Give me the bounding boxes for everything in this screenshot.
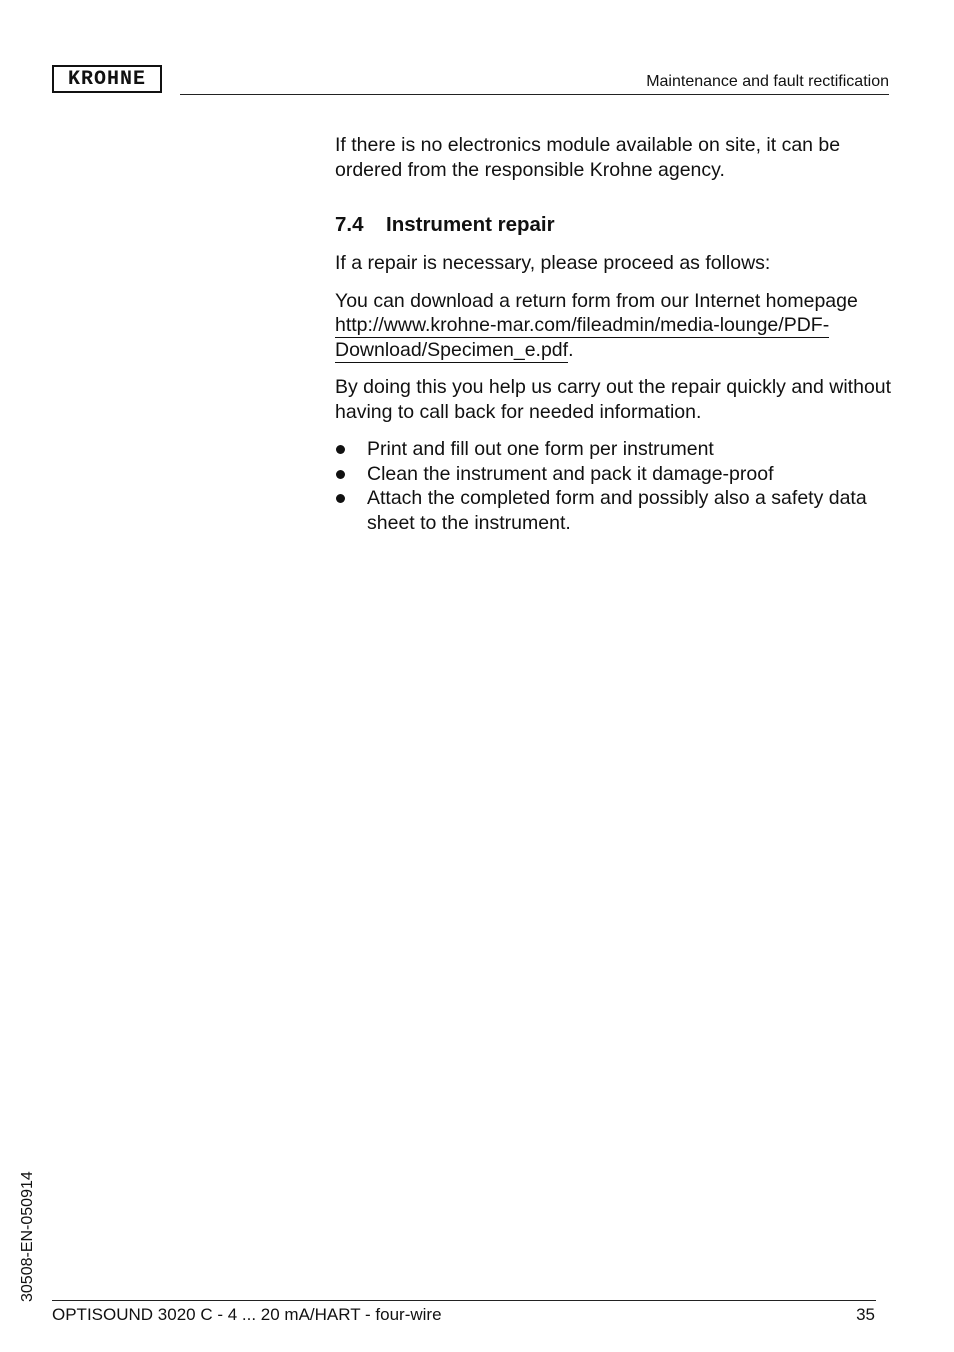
return-form-text: You can download a return form from our Internet homepage — [335, 289, 858, 312]
footer-divider — [52, 1300, 876, 1301]
page-number: 35 — [856, 1305, 875, 1324]
header-section-title: Maintenance and fault rectification — [646, 73, 889, 90]
list-item — [335, 437, 895, 462]
paragraph-repair-intro: If a repair is necessary, please proceed as follows: — [335, 252, 771, 274]
return-form-period: . — [568, 338, 574, 361]
header-divider — [180, 94, 889, 95]
bullet-icon — [336, 470, 345, 479]
main-content — [335, 133, 895, 535]
intro-paragraph: If there is no electronics module available on site, it can be ordered from the responsible Krohne agency. — [335, 134, 841, 181]
section-title: Instrument repair — [386, 213, 555, 236]
paragraph-return-form — [335, 289, 895, 363]
list-item — [335, 486, 895, 535]
section-number: 7.4 — [335, 213, 364, 236]
return-form-link-part2[interactable]: Download/Specimen_e.pdf — [335, 338, 569, 361]
list-item-text: Print and fill out one form per instrument — [367, 438, 714, 460]
section-heading — [335, 213, 895, 237]
paragraph-repair-benefit: By doing this you help us carry out the repair quickly and without having to call back for needed information. — [335, 376, 892, 423]
bullet-icon — [336, 445, 345, 454]
footer-product-name: OPTISOUND 3020 C - 4 ... 20 mA/HART - four-wire — [52, 1305, 442, 1324]
list-item-text: Clean the instrument and pack it damage-proof — [367, 462, 774, 485]
krohne-logo: KROHNE — [52, 65, 162, 93]
list-item — [335, 462, 895, 487]
return-form-link-part1[interactable]: http://www.krohne-mar.com/fileadmin/media-lounge/PDF- — [335, 314, 830, 336]
list-item-text: Attach the completed form and possibly also a safety data sheet to the instrument. — [367, 487, 867, 534]
bullet-icon — [336, 494, 345, 503]
repair-steps-list — [335, 437, 895, 535]
document-code: 30508-EN-050914 — [19, 1171, 36, 1302]
